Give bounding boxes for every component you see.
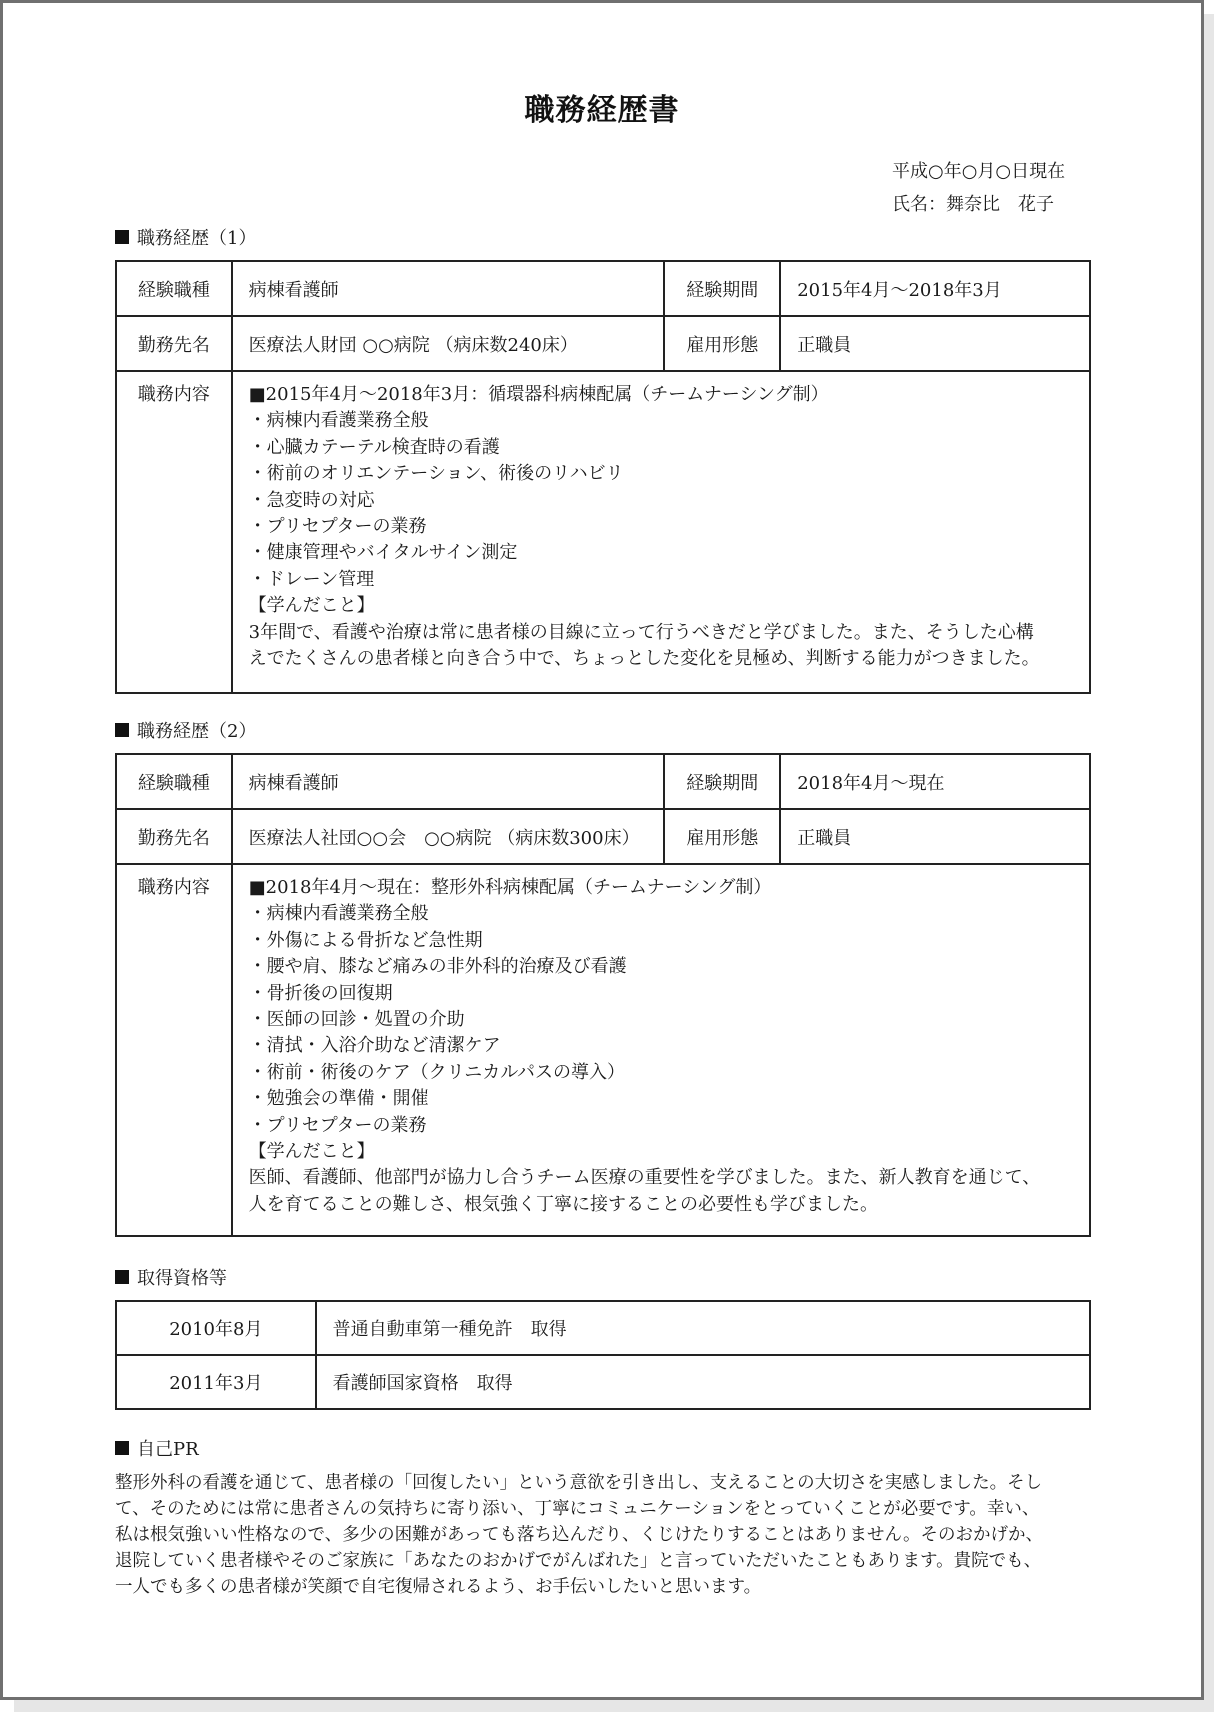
square-bullet-icon	[115, 230, 129, 244]
learned-line: 3年間で、看護や治療は常に患者様の目線に立って行うべきだと学びました。また、そうした心構	[248, 621, 1034, 643]
applicant-name: 氏名：舞奈比 花子	[892, 194, 1054, 215]
learned-line: 医師、看護師、他部門が協力し合うチーム医療の重要性を学びました。また、新人教育を通じて、	[248, 1167, 1041, 1189]
square-bullet-icon	[115, 1270, 129, 1284]
qualification-row	[116, 1355, 1090, 1409]
career2-heading-text: 職務経歴（2）	[137, 721, 257, 742]
document-meta	[892, 155, 1065, 221]
learned-line: えでたくさんの患者様と向き合う中で、ちょっとした変化を見極め、判断する能力がつきました。	[248, 648, 1040, 670]
square-bullet-icon	[115, 1441, 129, 1455]
career2-employer-label: 勤務先名	[116, 809, 232, 864]
career2-employment: 正職員	[780, 809, 1090, 864]
career1-employer-label: 勤務先名	[116, 316, 232, 371]
duty-item: ・骨折後の回復期	[248, 982, 393, 1004]
self-pr-line: て、そのためには常に患者さんの気持ちに寄り添い、丁寧にコミュニケーションをとっていくことが必要です。幸い、	[115, 1499, 1040, 1519]
career2-duties	[232, 864, 1090, 1236]
career1-duties-label: 職務内容	[116, 371, 232, 693]
career2-employment-label: 雇用形態	[664, 809, 780, 864]
duty-item: ・外傷による骨折など急性期	[248, 929, 483, 951]
self-pr-heading	[115, 1435, 199, 1461]
qualification-name: 看護師国家資格 取得	[316, 1355, 1090, 1409]
career1-heading-text: 職務経歴（1）	[137, 228, 257, 249]
duty-item: ・急変時の対応	[248, 489, 375, 511]
career1-duties	[232, 371, 1090, 693]
career1-period: 2015年4月～2018年3月	[780, 261, 1090, 316]
duty-item: ・心臓カテーテル検査時の看護	[248, 436, 500, 458]
career1-employer: 医療法人財団 ○○病院 （病床数240床）	[232, 316, 665, 371]
duty-item: ・勉強会の準備・開催	[248, 1088, 429, 1110]
career2-duties-label: 職務内容	[116, 864, 232, 1236]
duty-item: ・医師の回診・処置の介助	[248, 1009, 465, 1031]
learned-label: 【学んだこと】	[248, 595, 375, 617]
qualifications-heading-text: 取得資格等	[137, 1268, 227, 1289]
career1-job-type-label: 経験職種	[116, 261, 232, 316]
qualification-date: 2010年8月	[116, 1301, 316, 1355]
career1-duties-header: ■2015年4月～2018年3月：循環器科病棟配属（チームナーシング制）	[248, 384, 829, 405]
career2-job-type: 病棟看護師	[232, 754, 665, 809]
duty-item: ・術前のオリエンテーション、術後のリハビリ	[248, 463, 624, 485]
self-pr-line: 退院していく患者様やそのご家族に「あなたのおかげでがんばれた」と言っていただいたこともあります。貴院でも、	[115, 1551, 1042, 1571]
career2-job-type-label: 経験職種	[116, 754, 232, 809]
duty-item: ・健康管理やバイタルサイン測定	[248, 542, 518, 564]
career2-employer: 医療法人社団○○会 ○○病院 （病床数300床）	[232, 809, 665, 864]
duty-item: ・プリセプターの業務	[248, 516, 427, 538]
duty-item: ・清拭・入浴介助など清潔ケア	[248, 1035, 501, 1057]
document-title: 職務経歴書	[524, 93, 680, 128]
self-pr-line: 一人でも多くの患者様が笑顔で自宅復帰されるよう、お手伝いしたいと思います。	[115, 1577, 762, 1597]
career2-heading	[115, 717, 256, 743]
career2-row-job	[116, 754, 1090, 809]
learned-label: 【学んだこと】	[248, 1141, 375, 1163]
self-pr-line: 私は根気強いい性格なので、多少の困難があっても落ち込んだり、くじけたりすることはありません。そのおかげか、	[115, 1525, 1044, 1545]
career2-row-duties	[116, 864, 1090, 1236]
career2-period-label: 経験期間	[664, 754, 780, 809]
career2-duties-header: ■2018年4月～現在：整形外科病棟配属（チームナーシング制）	[248, 877, 772, 898]
duty-item: ・病棟内看護業務全般	[248, 410, 429, 432]
career1-row-job	[116, 261, 1090, 316]
self-pr-heading-text: 自己PR	[137, 1439, 199, 1460]
career2-table	[115, 753, 1091, 1237]
learned-line: 人を育てることの難しさ、根気強く丁寧に接することの必要性も学びました。	[248, 1193, 878, 1215]
career2-period: 2018年4月～現在	[780, 754, 1090, 809]
qualifications-heading	[115, 1264, 227, 1290]
career2-row-employer	[116, 809, 1090, 864]
career1-row-duties	[116, 371, 1090, 693]
duty-item: ・腰や肩、膝など痛みの非外科的治療及び看護	[248, 956, 627, 978]
career1-employment: 正職員	[780, 316, 1090, 371]
duty-item: ・術前・術後のケア（クリニカルパスの導入）	[248, 1061, 626, 1083]
qualification-row	[116, 1301, 1090, 1355]
self-pr-line: 整形外科の看護を通じて、患者様の「回復したい」という意欲を引き出し、支えることの大切さを実感しました。そし	[115, 1473, 1043, 1493]
career1-heading	[115, 224, 256, 250]
qualifications-table	[115, 1300, 1091, 1410]
document-date: 平成○年○月○日現在	[892, 161, 1066, 182]
duty-item: ・プリセプターの業務	[248, 1114, 427, 1136]
duty-item: ・病棟内看護業務全般	[248, 903, 429, 925]
career1-row-employer	[116, 316, 1090, 371]
self-pr-body	[115, 1470, 1095, 1600]
qualification-name: 普通自動車第一種免許 取得	[316, 1301, 1090, 1355]
career1-job-type: 病棟看護師	[232, 261, 665, 316]
qualification-date: 2011年3月	[116, 1355, 316, 1409]
career1-table	[115, 260, 1091, 694]
duty-item: ・ドレーン管理	[248, 568, 375, 590]
career1-period-label: 経験期間	[664, 261, 780, 316]
square-bullet-icon	[115, 723, 129, 737]
career1-employment-label: 雇用形態	[664, 316, 780, 371]
